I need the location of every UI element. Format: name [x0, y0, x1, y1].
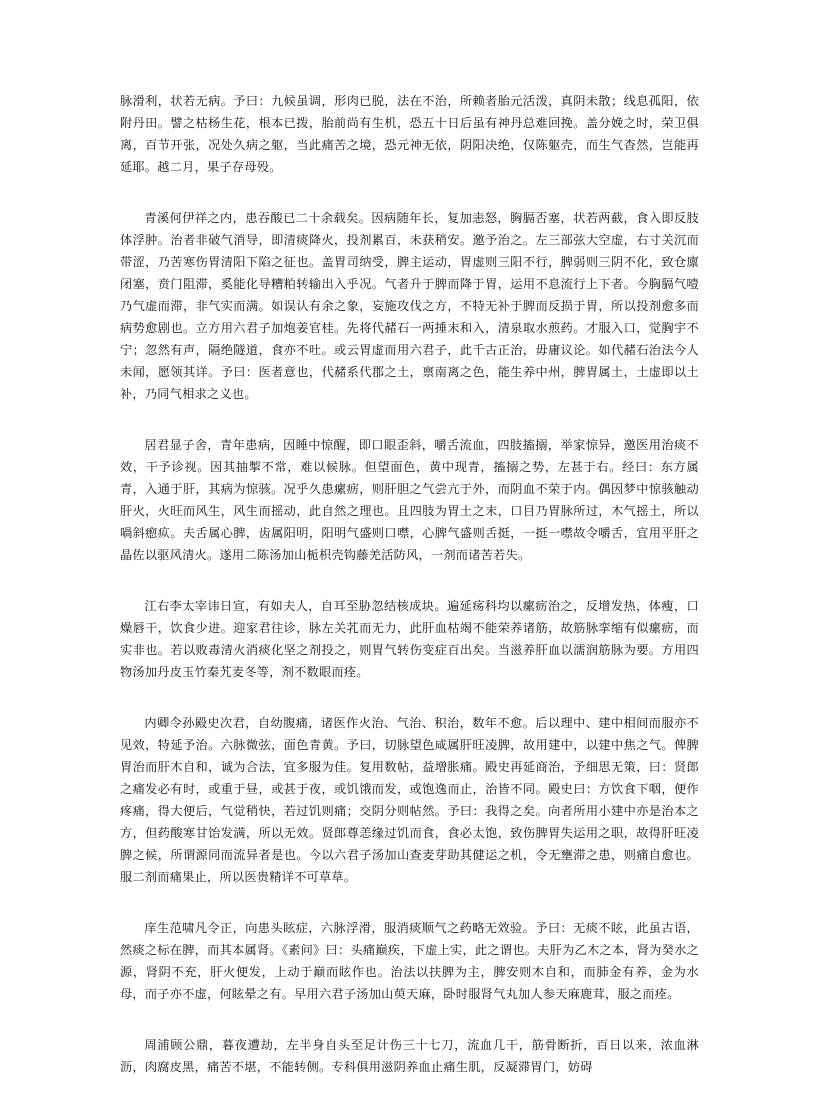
paragraph-3: 居君显子舍，青年患病，因睡中惊醒，即口眼歪斜，嚼舌流血，四肢搐搦，举家惊异，邀医用治痰不效，干予诊视。因其抽掣不常，难以候脉。但望面色，黄中现青，搐搦之势，左甚于右。经曰：东方属青，入通于肝，其病为惊骇。况乎久患瘰疬，则肝胆之气尝亢于外，而阴血不荣于内。偶因梦中惊骇触动肝火，火旺而风生，风生而摇动，此自然之理也。且四肢为胃土之末，口目乃胃脉所过，木气摇土，所以喎斜瘛疭。夫舌属心脾，齿属阳明，阳明气盛则口噤，心脾气盛则舌挺，一挺一噤故令嚼舌，宜用平肝之晶佐以驱风清火。遂用二陈汤加山栀枳壳钩藤羌活防风，一剂而诸苦若失。	[120, 438, 699, 562]
paragraph-1: 脉滑利，状若无病。予曰：九候虽调，形肉已脱，法在不治，所赖者胎元活泼，真阴未散；线息孤阳，依附丹田。譬之枯杨生花，根本已拨，胎前尚有生机，恐五十日后虽有神丹总难回挽。盖分娩之时，荣卫俱离，百节开张，况处久病之躯，当此痛苦之境，恐元神无依，阴阳决绝，仅陈躯壳，而生气杳然，岂能再延耶。越二月，果子存母殁。	[120, 94, 699, 174]
paragraph-2: 青溪何伊祥之内，患吞酸已二十余载矣。因病随年长，复加恚怒，胸膈否塞，状若两截，食入即反肢体浮肿。治者非破气消导，即清痰降火，投剂累百，未获稍安。邀予治之。左三部弦大空虚，右寸关沉而带涩，乃苦寒伤胃清阳下陷之征也。盖胃司纳受，脾主运动，胃虚则三阳不行，脾弱则三阴不化，致仓廪闭塞，贲门阻滞，奚能化导糟粕转输出入乎况。气者升于脾而降于胃，运用不息流行上下者。今胸膈气噎乃气虚而滞，非气实而满。如误认有余之象，妄施攻伐之方，不特无补于脾而反损于胃，所以投剂愈多而病势愈剧也。立方用六君子加炮姜官桂。先将代赭石一两捶末和入，清泉取水煎药。才服入口，觉胸宇不宁；忽然有声，隔绝隧道，食亦不吐。或云胃虚而用六君子，此千古正治，毋庸议论。如代赭石治法今人未闻，愿领其详。予曰：医者意也，代赭系代郡之土，禀南离之色，能生养中州，脾胃属土，土虚即以土补，乃同气相求之义也。	[120, 211, 699, 401]
paragraph-6: 庠生范啸凡令正，向患头眩症，六脉浮滑，服消痰顺气之药略无效验。予曰：无痰不眩，此虽古语，然痰之标在脾，而其本属肾。《素问》曰：头痛巅疾，下虚上实，此之谓也。夫肝为乙木之本，肾为癸水之源，肾阴不充，肝火便发，上动于巅而眩作也。治法以扶脾为主，脾安则木自和，而肺金有养，金为水母，而子亦不虚，何眩晕之有。早用六君子汤加山萸天麻，卧时服肾气丸加人参天麻鹿茸，服之而痊。	[120, 921, 699, 1001]
paragraph-7: 周浦顾公鼎，暮夜遭劫，左半身自头至足计伤三十七刀，流血几干，筋骨断折，百日以来，浓血淋沥，肉腐皮黑，痛苦不堪，不能转侧。专科俱用滋阴养血止痛生肌，反凝滞胃门，妨碍	[120, 1038, 699, 1074]
document-page	[120, 90, 699, 1107]
paragraph-5: 内卿令孙殿史次君，自幼腹痛，诸医作火治、气治、积治，数年不愈。后以理中、建中相间而服亦不见效，特延予治。六脉微弦，面色青黄。予曰，切脉望色咸属肝旺凌脾，故用建中，以建中焦之气。俾脾胃治而肝木自和，诚为合法，宜多服为佳。复用数帖，益增胀痛。殿史再延商治，予细思无策，曰：贤郎之痛发必有时，或重于昼，或甚于夜，或饥饿而发，或饱逸而止，治皆不同。殿史曰：方饮食下咽，便作疼痛，得大便后，气觉稍快，若过饥则痛；交阴分则帖然。予曰：我得之矣。向者所用小建中亦是治本之方，但药酸寒甘饴发满，所以无效。贤郎尊恙缘过饥而食，食必太饱，致伤脾胃失运用之职，故得肝旺凌脾之候，所谓源同而流异者是也。今以六君子汤加山查麦芽助其健运之机，令无壅滞之患，则痛自愈也。服二剂而痛果止，所以医贵精详不可草草。	[120, 716, 699, 884]
paragraph-4: 江右李太宰讳日宣，有如夫人，自耳至胁忽结核成块。遍延疡科均以瘰疬治之，反增发热，体瘦，口燥唇干，饮食少进。迎家君往诊，脉左关芤而无力，此肝血枯竭不能荣养诸筋，故筋脉挛缩有似瘰疬，而实非也。若以败毒清火消痰化坚之剂投之，则胃气转伤变症百出矣。当滋养肝血以濡润筋脉为要。方用四物汤加丹皮玉竹秦艽麦冬等，剂不数眼而痊。	[120, 599, 699, 679]
